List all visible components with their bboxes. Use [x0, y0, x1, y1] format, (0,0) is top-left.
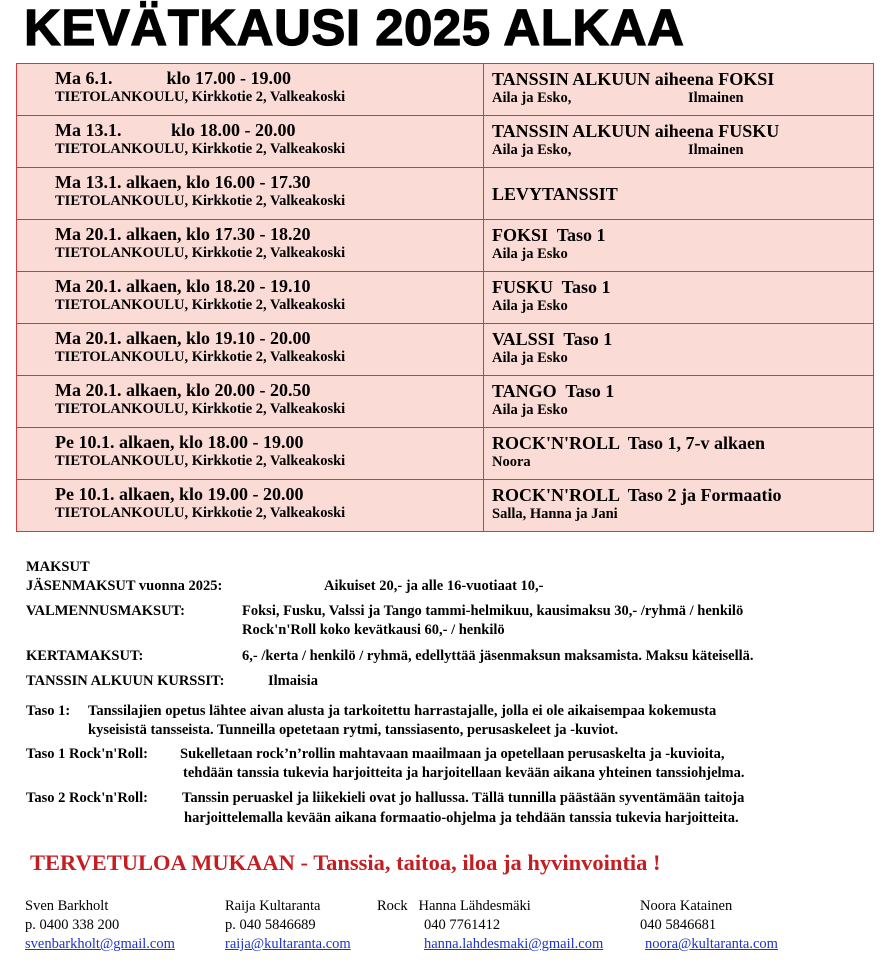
contact-phone: p. 040 5846689 [225, 917, 316, 933]
teacher-names: Aila ja Esko, [492, 90, 572, 106]
contact-name: Rock Hanna Lähdesmäki [377, 898, 531, 914]
contact-name: Sven Barkholt [25, 898, 109, 914]
session-place: TIETOLANKOULU, Kirkkotie 2, Valkeakoski [55, 453, 346, 469]
session-time: Ma 20.1. alkaen, klo 19.10 - 20.00 [55, 328, 311, 348]
teacher-names: Aila ja Esko [492, 402, 568, 418]
level-description: Sukelletaan rock’n’rollin mahtavaan maailmaan ja opetellaan perusaskelta ja -kuvioita, [180, 746, 725, 762]
level-description: harjoittelemalla kevään aikana formaatio-ohjelma ja tehdään tanssia tukevia harjoitteita. [184, 810, 739, 826]
teacher-names: Aila ja Esko [492, 246, 568, 262]
level-label: Taso 1 Rock'n'Roll: [26, 746, 148, 762]
page-title: KEVÄTKAUSI 2025 ALKAA [24, 0, 685, 56]
course-name: ROCK'N'ROLL Taso 2 ja Formaatio [492, 485, 782, 505]
level-label: Taso 2 Rock'n'Roll: [26, 790, 148, 806]
contact-name: Noora Katainen [640, 898, 733, 914]
schedule-row [17, 480, 874, 532]
single-fee-value: 6,- /kerta / henkilö / ryhmä, edellyttää jäsenmaksun maksamista. Maksu käteisellä. [242, 648, 754, 664]
course-name: FUSKU Taso 1 [492, 277, 611, 297]
contact-phone: p. 0400 338 200 [25, 917, 120, 933]
session-time: Ma 13.1. alkaen, klo 16.00 - 17.30 [55, 172, 311, 192]
course-name: VALSSI Taso 1 [492, 329, 613, 349]
session-place: TIETOLANKOULU, Kirkkotie 2, Valkeakoski [55, 401, 346, 417]
fees-heading: MAKSUT [26, 559, 90, 575]
course-name: TANGO Taso 1 [492, 381, 615, 401]
schedule-row [17, 428, 874, 480]
level-description: kyseisistä tansseista. Tunneilla opetetaan rytmi, tanssiasento, perusaskeleet ja -kuviot. [88, 722, 619, 738]
free-label: Ilmainen [688, 90, 744, 106]
course-name: FOKSI Taso 1 [492, 225, 606, 245]
teacher-names: Aila ja Esko [492, 350, 568, 366]
teacher-names: Noora [492, 454, 531, 470]
single-fee-label: KERTAMAKSUT: [26, 648, 144, 664]
session-place: TIETOLANKOULU, Kirkkotie 2, Valkeakoski [55, 505, 346, 521]
level-description: Tanssilajien opetus lähtee aivan alusta ja tarkoitettu harrastajalle, jolla ei ole aikaisempaa kokemusta [88, 703, 717, 719]
schedule-table [16, 63, 874, 532]
course-name: ROCK'N'ROLL Taso 1, 7-v alkaen [492, 433, 766, 453]
session-time: Ma 13.1. klo 18.00 - 20.00 [55, 120, 296, 140]
session-time: Ma 20.1. alkaen, klo 20.00 - 20.50 [55, 380, 311, 400]
coaching-line-1: Foksi, Fusku, Valssi ja Tango tammi-helmikuu, kausimaksu 30,- /ryhmä / henkilö [242, 603, 744, 619]
schedule-row [17, 116, 874, 168]
coaching-line-2: Rock'n'Roll koko kevätkausi 60,- / henkilö [242, 622, 505, 638]
session-time: Pe 10.1. alkaen, klo 19.00 - 20.00 [55, 484, 304, 504]
coaching-label: VALMENNUSMAKSUT: [26, 603, 185, 619]
schedule-row [17, 376, 874, 428]
session-time: Pe 10.1. alkaen, klo 18.00 - 19.00 [55, 432, 304, 452]
contact-name: Raija Kultaranta [225, 898, 321, 914]
session-place: TIETOLANKOULU, Kirkkotie 2, Valkeakoski [55, 193, 346, 209]
contact-phone: 040 5846681 [640, 917, 717, 933]
contact-card [225, 897, 351, 954]
session-time: Ma 20.1. alkaen, klo 17.30 - 18.20 [55, 224, 311, 244]
contact-card [25, 897, 175, 954]
contact-email-link[interactable]: noora@kultaranta.com [645, 936, 778, 952]
intro-course-value: Ilmaisia [268, 673, 318, 689]
contact-phone: 040 7761412 [424, 917, 501, 933]
membership-label: JÄSENMAKSUT vuonna 2025: [26, 578, 223, 594]
membership-value: Aikuiset 20,- ja alle 16-vuotiaat 10,- [324, 578, 544, 594]
session-place: TIETOLANKOULU, Kirkkotie 2, Valkeakoski [55, 349, 346, 365]
level-description: Tanssin peruaskel ja liikekieli ovat jo hallussa. Tällä tunnilla päästään syventämään taitoja [182, 790, 745, 806]
contact-email-link[interactable]: hanna.lahdesmaki@gmail.com [424, 936, 604, 952]
session-place: TIETOLANKOULU, Kirkkotie 2, Valkeakoski [55, 141, 346, 157]
session-time: Ma 20.1. alkaen, klo 18.20 - 19.10 [55, 276, 311, 296]
level-label: Taso 1: [26, 703, 71, 719]
schedule-row [17, 64, 874, 116]
session-place: TIETOLANKOULU, Kirkkotie 2, Valkeakoski [55, 89, 346, 105]
teacher-names: Aila ja Esko, [492, 142, 572, 158]
level-description: tehdään tanssia tukevia harjoitteita ja harjoitellaan kevään aikana yhteinen tanssiohjelma. [183, 765, 745, 781]
teacher-names: Salla, Hanna ja Jani [492, 506, 618, 522]
teacher-names: Aila ja Esko [492, 298, 568, 314]
contact-card [377, 897, 603, 954]
welcome-banner: TERVETULOA MUKAAN - Tanssia, taitoa, iloa ja hyvinvointia ! [30, 850, 661, 875]
free-label: Ilmainen [688, 142, 744, 158]
contact-email-link[interactable]: raija@kultaranta.com [225, 936, 351, 952]
course-name: TANSSIN ALKUUN aiheena FOKSI [492, 69, 775, 89]
session-time: Ma 6.1. klo 17.00 - 19.00 [55, 68, 291, 88]
course-name: TANSSIN ALKUUN aiheena FUSKU [492, 121, 780, 141]
session-place: TIETOLANKOULU, Kirkkotie 2, Valkeakoski [55, 297, 346, 313]
session-place: TIETOLANKOULU, Kirkkotie 2, Valkeakoski [55, 245, 346, 261]
intro-course-label: TANSSIN ALKUUN KURSSIT: [26, 673, 225, 689]
contact-email-link[interactable]: svenbarkholt@gmail.com [25, 936, 175, 952]
contact-card [640, 897, 778, 954]
course-name: LEVYTANSSIT [492, 184, 618, 204]
schedule-row [17, 168, 874, 220]
schedule-row [17, 272, 874, 324]
schedule-row [17, 220, 874, 272]
schedule-row [17, 324, 874, 376]
